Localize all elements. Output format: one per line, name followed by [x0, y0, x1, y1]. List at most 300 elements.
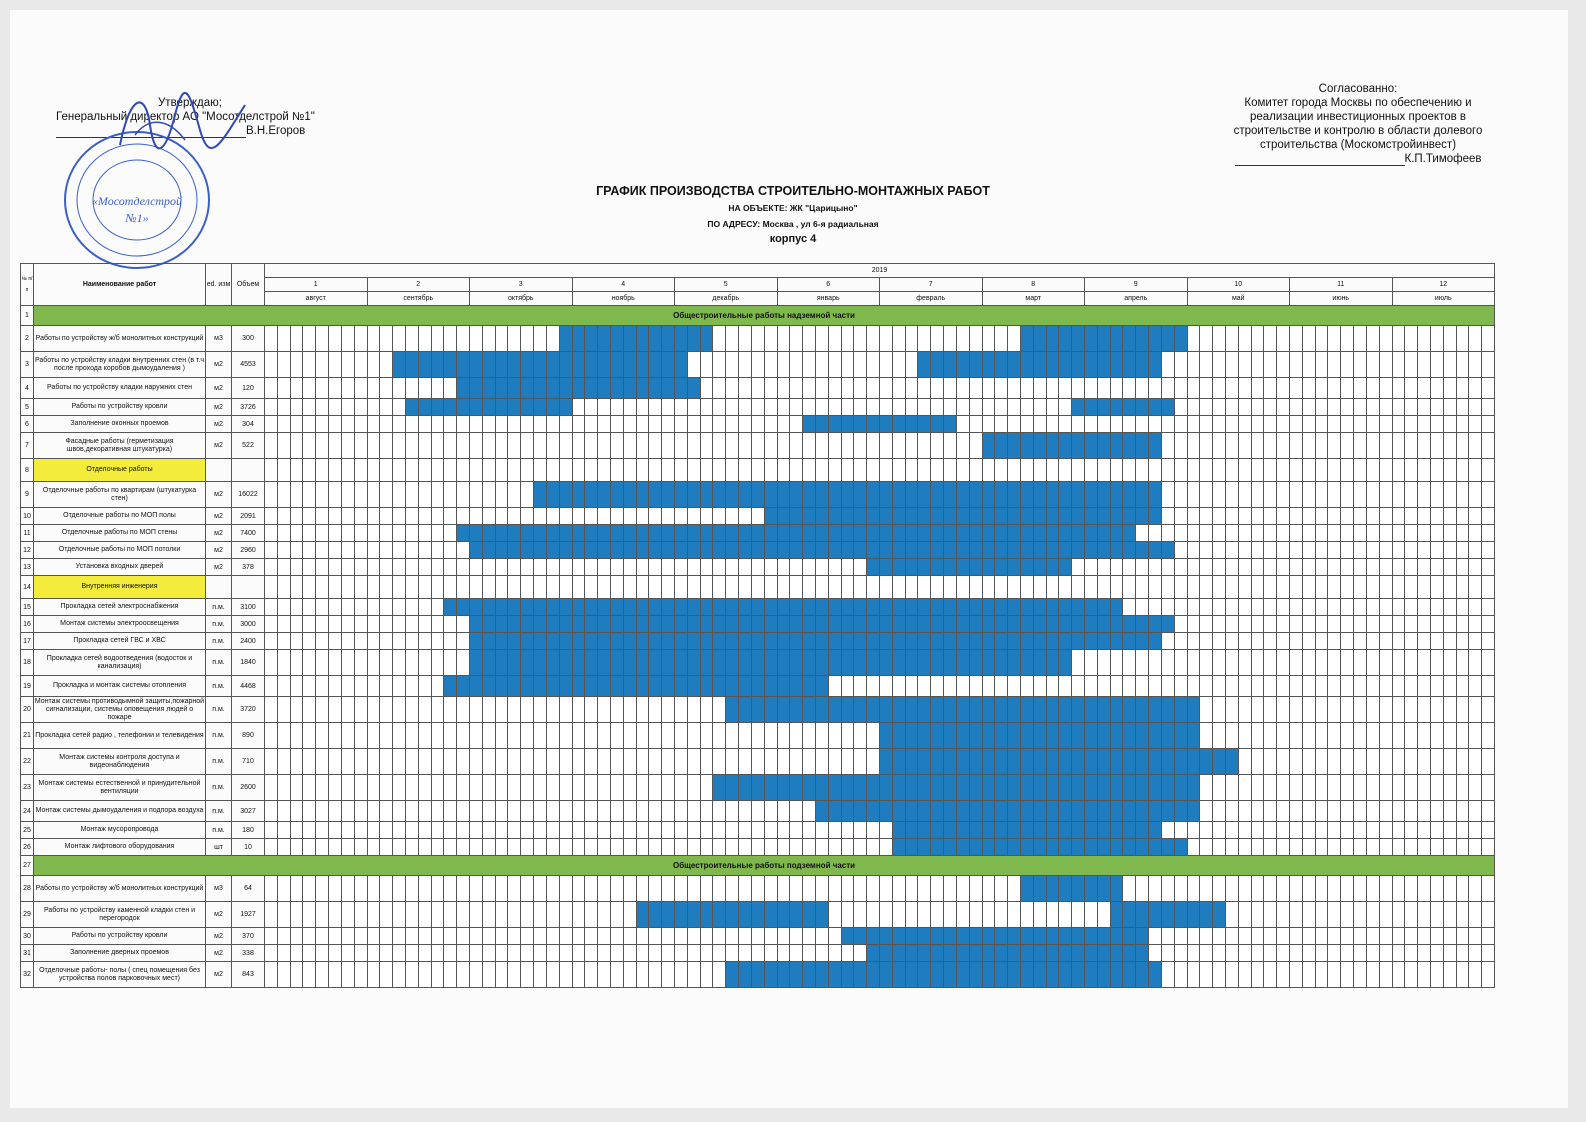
week-cell [636, 416, 649, 433]
gantt-bar-cell [1072, 599, 1085, 616]
week-cell [880, 576, 893, 599]
week-cell [1277, 433, 1290, 459]
gantt-bar-cell [841, 525, 854, 542]
week-cell [1264, 326, 1277, 352]
week-cell [1456, 839, 1469, 856]
week-cell [1430, 945, 1443, 962]
gantt-bar-cell [841, 542, 854, 559]
week-cell [1238, 599, 1251, 616]
gantt-bar-cell [521, 616, 534, 633]
week-cell [623, 459, 636, 482]
week-cell [1187, 326, 1200, 352]
gantt-bar-cell [598, 542, 611, 559]
week-cell [1059, 416, 1072, 433]
week-cell [687, 749, 700, 775]
week-cell [380, 559, 393, 576]
table-row [21, 928, 1495, 945]
week-cell [828, 822, 841, 839]
week-cell [380, 723, 393, 749]
week-cell [1213, 378, 1226, 399]
week-cell [1379, 945, 1392, 962]
row-unit [206, 459, 232, 482]
week-cell [470, 801, 483, 822]
week-cell [700, 559, 713, 576]
week-cell [623, 822, 636, 839]
work-name: Монтаж системы электроосвещения [34, 616, 206, 633]
week-cell [303, 876, 316, 902]
week-cell [610, 876, 623, 902]
table-row [21, 775, 1495, 801]
week-cell [457, 416, 470, 433]
week-cell [1290, 599, 1303, 616]
week-cell [1174, 650, 1187, 676]
week-cell [1328, 352, 1341, 378]
row-volume: 4553 [232, 352, 265, 378]
week-cell [1418, 633, 1431, 650]
gantt-bar-cell [969, 650, 982, 676]
gantt-bar-cell [534, 633, 547, 650]
row-unit: м2 [206, 542, 232, 559]
week-cell [1200, 928, 1213, 945]
week-cell [1482, 928, 1495, 945]
gantt-bar-cell [1085, 525, 1098, 542]
week-cell [918, 399, 931, 416]
gantt-bar-cell [815, 676, 828, 697]
week-cell [534, 326, 547, 352]
week-cell [265, 650, 278, 676]
gantt-bar-cell [687, 902, 700, 928]
gantt-bar-cell [969, 482, 982, 508]
gantt-bar-cell [1020, 352, 1033, 378]
week-cell [777, 399, 790, 416]
week-cell [1456, 599, 1469, 616]
week-cell [828, 723, 841, 749]
week-cell [1238, 542, 1251, 559]
week-cell [892, 399, 905, 416]
week-cell [713, 962, 726, 988]
week-cell [495, 839, 508, 856]
week-cell [1430, 599, 1443, 616]
gantt-bar-cell [1046, 482, 1059, 508]
week-cell [1392, 525, 1405, 542]
week-cell [508, 576, 521, 599]
gantt-bar-cell [764, 616, 777, 633]
week-cell [380, 822, 393, 839]
week-cell [636, 928, 649, 945]
work-name: Заполнение дверных проемов [34, 945, 206, 962]
week-cell [1443, 525, 1456, 542]
gantt-bar-cell [700, 676, 713, 697]
week-cell [1251, 508, 1264, 525]
gantt-bar-cell [995, 928, 1008, 945]
week-cell [828, 326, 841, 352]
week-cell [290, 525, 303, 542]
gantt-bar-cell [969, 542, 982, 559]
week-cell [1264, 508, 1277, 525]
week-cell [944, 326, 957, 352]
week-cell [1123, 576, 1136, 599]
work-name: Прокладка и монтаж системы отопления [34, 676, 206, 697]
week-cell [341, 559, 354, 576]
week-cell [598, 945, 611, 962]
gantt-bar-cell [1136, 749, 1149, 775]
week-cell [918, 433, 931, 459]
gantt-bar-cell [982, 616, 995, 633]
week-cell [1354, 876, 1367, 902]
week-cell [367, 676, 380, 697]
week-cell [1277, 945, 1290, 962]
week-cell [610, 459, 623, 482]
week-cell [815, 378, 828, 399]
gantt-bar-cell [828, 801, 841, 822]
gantt-bar-cell [1008, 525, 1021, 542]
week-cell [969, 433, 982, 459]
gantt-bar-cell [1008, 542, 1021, 559]
week-cell [354, 378, 367, 399]
week-cell [431, 945, 444, 962]
week-cell [777, 723, 790, 749]
week-cell [1033, 902, 1046, 928]
week-cell [841, 459, 854, 482]
gantt-bar-cell [751, 482, 764, 508]
week-cell [828, 749, 841, 775]
row-number: 6 [21, 416, 34, 433]
header-name: Наименование работ [34, 264, 206, 306]
week-cell [380, 775, 393, 801]
gantt-bar-cell [687, 676, 700, 697]
week-cell [546, 723, 559, 749]
week-cell [431, 525, 444, 542]
gantt-bar-cell [1020, 599, 1033, 616]
week-cell [700, 723, 713, 749]
week-cell [1225, 945, 1238, 962]
week-cell [1213, 416, 1226, 433]
week-cell [751, 723, 764, 749]
gantt-bar-cell [636, 482, 649, 508]
week-cell [1328, 599, 1341, 616]
week-cell [482, 433, 495, 459]
week-cell [290, 650, 303, 676]
week-cell [495, 928, 508, 945]
row-number: 7 [21, 433, 34, 459]
week-cell [1020, 576, 1033, 599]
gantt-bar-cell [1136, 902, 1149, 928]
week-cell [495, 749, 508, 775]
week-cell [751, 508, 764, 525]
gantt-bar-cell [854, 525, 867, 542]
week-cell [393, 633, 406, 650]
gantt-bar-cell [1187, 723, 1200, 749]
week-cell [815, 459, 828, 482]
gantt-bar-cell [559, 482, 572, 508]
week-cell [1085, 576, 1098, 599]
gantt-bar-cell [1020, 525, 1033, 542]
week-cell [1405, 599, 1418, 616]
week-cell [367, 945, 380, 962]
week-cell [854, 902, 867, 928]
week-cell [675, 775, 688, 801]
week-cell [751, 801, 764, 822]
gantt-bar-cell [1008, 352, 1021, 378]
week-cell [880, 433, 893, 459]
week-cell [1443, 616, 1456, 633]
gantt-bar-cell [1097, 928, 1110, 945]
row-volume: 2960 [232, 542, 265, 559]
week-cell [1277, 326, 1290, 352]
work-name: Отделочные работы по МОП полы [34, 508, 206, 525]
week-cell [1033, 416, 1046, 433]
week-cell [1456, 542, 1469, 559]
week-cell [393, 839, 406, 856]
gantt-bar-cell [1161, 839, 1174, 856]
week-cell [1277, 775, 1290, 801]
gantt-bar-cell [995, 650, 1008, 676]
week-cell [931, 576, 944, 599]
week-cell [1238, 749, 1251, 775]
week-cell [1405, 650, 1418, 676]
gantt-bar-cell [559, 542, 572, 559]
gantt-bar-cell [764, 775, 777, 801]
week-cell [405, 839, 418, 856]
gantt-bar-cell [1033, 697, 1046, 723]
week-cell [341, 801, 354, 822]
week-cell [598, 962, 611, 988]
gantt-bar-cell [982, 822, 995, 839]
gantt-bar-cell [751, 962, 764, 988]
week-cell [1213, 352, 1226, 378]
week-cell [700, 775, 713, 801]
week-cell [739, 801, 752, 822]
week-cell [1264, 962, 1277, 988]
week-cell [1482, 326, 1495, 352]
week-cell [1136, 876, 1149, 902]
week-cell [1443, 326, 1456, 352]
gantt-bar-cell [969, 525, 982, 542]
week-cell [534, 723, 547, 749]
gantt-bar-cell [418, 399, 431, 416]
gantt-bar-cell [739, 775, 752, 801]
week-cell [944, 378, 957, 399]
row-unit: п.м. [206, 822, 232, 839]
row-number: 10 [21, 508, 34, 525]
week-cell [1443, 962, 1456, 988]
week-cell [495, 801, 508, 822]
week-cell [572, 945, 585, 962]
week-cell [1225, 962, 1238, 988]
table-row [21, 822, 1495, 839]
gantt-bar-cell [508, 633, 521, 650]
row-unit: м2 [206, 559, 232, 576]
gantt-bar-cell [662, 650, 675, 676]
week-cell [1392, 508, 1405, 525]
month-number: 10 [1187, 278, 1290, 292]
gantt-bar-cell [969, 839, 982, 856]
week-cell [828, 902, 841, 928]
week-cell [1008, 416, 1021, 433]
week-cell [265, 576, 278, 599]
gantt-bar-cell [1033, 508, 1046, 525]
table-row [21, 945, 1495, 962]
week-cell [418, 876, 431, 902]
week-cell [431, 616, 444, 633]
week-cell [713, 801, 726, 822]
week-cell [675, 876, 688, 902]
week-cell [418, 433, 431, 459]
week-cell [1277, 616, 1290, 633]
week-cell [1469, 459, 1482, 482]
week-cell [1136, 525, 1149, 542]
week-cell [1251, 723, 1264, 749]
week-cell [380, 633, 393, 650]
week-cell [329, 599, 342, 616]
gantt-bar-cell [854, 633, 867, 650]
gantt-bar-cell [956, 482, 969, 508]
week-cell [380, 399, 393, 416]
gantt-bar-cell [892, 749, 905, 775]
week-cell [1251, 697, 1264, 723]
week-cell [290, 962, 303, 988]
week-cell [1225, 822, 1238, 839]
week-cell [1392, 801, 1405, 822]
gantt-bar-cell [1033, 928, 1046, 945]
week-cell [1354, 839, 1367, 856]
gantt-bar-cell [969, 633, 982, 650]
week-cell [1290, 352, 1303, 378]
week-cell [367, 599, 380, 616]
week-cell [354, 676, 367, 697]
gantt-bar-cell [444, 352, 457, 378]
week-cell [1443, 433, 1456, 459]
week-cell [559, 576, 572, 599]
gantt-bar-cell [892, 962, 905, 988]
gantt-bar-cell [982, 525, 995, 542]
row-volume: 300 [232, 326, 265, 352]
gantt-bar-cell [880, 542, 893, 559]
week-cell [1341, 801, 1354, 822]
gantt-bar-cell [815, 616, 828, 633]
week-cell [700, 433, 713, 459]
gantt-bar-cell [982, 352, 995, 378]
week-cell [1302, 542, 1315, 559]
week-cell [508, 433, 521, 459]
row-volume: 16022 [232, 482, 265, 508]
week-cell [354, 633, 367, 650]
week-cell [1418, 697, 1431, 723]
gantt-bar-cell [1085, 839, 1098, 856]
week-cell [1277, 650, 1290, 676]
week-cell [1328, 801, 1341, 822]
work-name: Фасадные работы (герметизация швов,декоративная штукатурка) [34, 433, 206, 459]
gantt-bar-cell [944, 542, 957, 559]
week-cell [1213, 459, 1226, 482]
week-cell [1418, 723, 1431, 749]
week-cell [1174, 433, 1187, 459]
week-cell [598, 459, 611, 482]
week-cell [1430, 928, 1443, 945]
gantt-bar-cell [1085, 433, 1098, 459]
gantt-bar-cell [610, 633, 623, 650]
gantt-bar-cell [777, 775, 790, 801]
week-cell [1354, 576, 1367, 599]
gantt-bar-cell [1072, 525, 1085, 542]
week-cell [1430, 697, 1443, 723]
week-cell [1392, 482, 1405, 508]
week-cell [610, 723, 623, 749]
week-cell [1302, 697, 1315, 723]
week-cell [1443, 352, 1456, 378]
week-cell [790, 822, 803, 839]
week-cell [444, 928, 457, 945]
week-cell [790, 723, 803, 749]
gantt-bar-cell [700, 525, 713, 542]
week-cell [1469, 775, 1482, 801]
work-name: Работы по устройству кладки наружних стен [34, 378, 206, 399]
work-name: Отделочные работы- полы ( спец помещения без устройства полов парковочных мест) [34, 962, 206, 988]
week-cell [1225, 902, 1238, 928]
work-name: Работы по устройству кладки внутренних стен (в т.ч после прохода коробов дымоудаления ) [34, 352, 206, 378]
week-cell [956, 876, 969, 902]
week-cell [367, 576, 380, 599]
week-cell [598, 801, 611, 822]
week-cell [969, 326, 982, 352]
gantt-bar-cell [495, 650, 508, 676]
address-line: ПО АДРЕСУ: Москва , ул 6-я радиальная [707, 219, 879, 229]
week-cell [1430, 352, 1443, 378]
week-cell [1225, 599, 1238, 616]
week-cell [1379, 399, 1392, 416]
week-cell [1238, 433, 1251, 459]
gantt-bar-cell [598, 482, 611, 508]
gantt-bar-cell [1213, 902, 1226, 928]
week-cell [1020, 902, 1033, 928]
week-cell [1277, 525, 1290, 542]
week-cell [1238, 902, 1251, 928]
week-cell [1302, 616, 1315, 633]
gantt-bar-cell [867, 599, 880, 616]
week-cell [1469, 697, 1482, 723]
agreement-line-5: строительства (Москомстройинвест) [1259, 139, 1457, 151]
gantt-bar-cell [918, 749, 931, 775]
week-cell [1020, 676, 1033, 697]
week-cell [1238, 378, 1251, 399]
week-cell [1085, 650, 1098, 676]
week-cell [1123, 559, 1136, 576]
week-cell [1225, 416, 1238, 433]
gantt-bar-cell [1123, 723, 1136, 749]
week-cell [1238, 482, 1251, 508]
week-cell [598, 508, 611, 525]
week-cell [803, 378, 816, 399]
week-cell [393, 876, 406, 902]
week-cell [1161, 525, 1174, 542]
table-row [21, 416, 1495, 433]
row-unit [206, 576, 232, 599]
gantt-bar-cell [534, 542, 547, 559]
gantt-bar-cell [1161, 801, 1174, 822]
gantt-bar-cell [854, 416, 867, 433]
gantt-bar-cell [956, 945, 969, 962]
gantt-bar-cell [610, 676, 623, 697]
week-cell [777, 801, 790, 822]
gantt-bar-cell [867, 650, 880, 676]
week-cell [700, 928, 713, 945]
week-cell [1328, 326, 1341, 352]
week-cell [1315, 576, 1328, 599]
gantt-bar-cell [675, 352, 688, 378]
week-cell [828, 839, 841, 856]
week-cell [867, 822, 880, 839]
gantt-bar-cell [1136, 616, 1149, 633]
